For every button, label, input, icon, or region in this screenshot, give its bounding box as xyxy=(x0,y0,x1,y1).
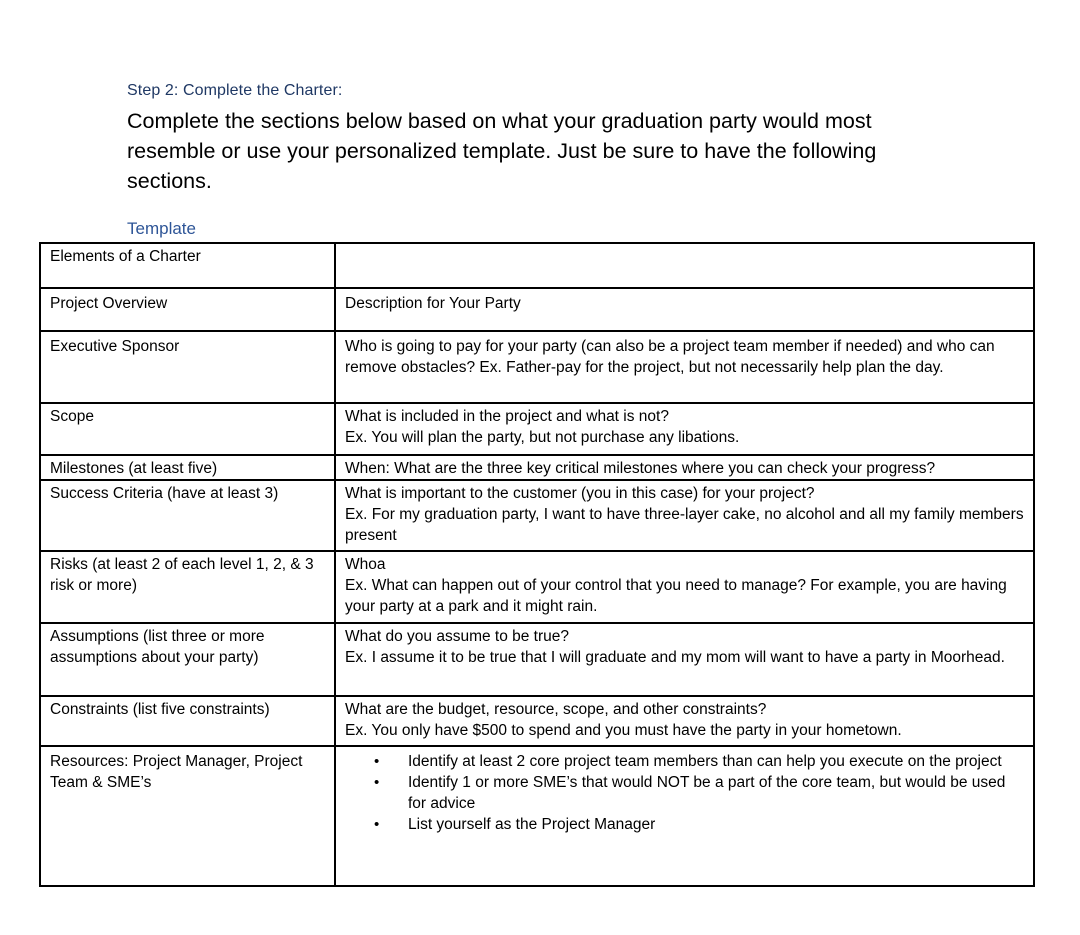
bullet-item: • List yourself as the Project Manager xyxy=(408,814,1024,835)
charter-table xyxy=(39,242,1035,887)
row-example: Ex. What can happen out of your control that you need to manage? For example, you are having your party at a park and it might rain. xyxy=(345,577,1007,615)
row-label: Risks (at least 2 of each level 1, 2, & 3 risk or more) xyxy=(40,551,335,623)
row-example: Ex. For my graduation party, I want to have three-layer cake, no alcohol and all my family members present xyxy=(345,506,1024,544)
header-cell-empty xyxy=(335,243,1034,288)
row-text: Who is going to pay for your party (can also be a project team member if needed) and who can remove obstacles? Ex. Father-pay for the project, but not necessarily help plan the day. xyxy=(345,338,995,376)
row-text: Whoa xyxy=(345,556,386,573)
intro-paragraph: Complete the sections below based on what your graduation party would most resemble or use your personalized template. Just be sure to have the following sections. xyxy=(127,109,877,193)
table-row xyxy=(40,288,1034,331)
row-text: What are the budget, resource, scope, and other constraints? xyxy=(345,701,767,718)
table-row xyxy=(40,455,1034,480)
step-heading: Step 2: Complete the Charter: xyxy=(127,82,343,99)
row-example: Ex. You only have $500 to spend and you must have the party in your hometown. xyxy=(345,722,902,739)
header-cell-elements: Elements of a Charter xyxy=(40,243,335,288)
row-description xyxy=(335,696,1034,746)
row-label: Executive Sponsor xyxy=(40,331,335,403)
row-text: What is included in the project and what is not? xyxy=(345,408,669,425)
table-row-resources xyxy=(40,746,1034,886)
row-label: Resources: Project Manager, Project Team & SME’s xyxy=(40,746,335,886)
row-description xyxy=(335,623,1034,696)
row-label: Project Overview xyxy=(40,288,335,331)
row-label: Constraints (list five constraints) xyxy=(40,696,335,746)
table-row xyxy=(40,551,1034,623)
row-label: Success Criteria (have at least 3) xyxy=(40,480,335,551)
row-label: Assumptions (list three or more assumptions about your party) xyxy=(40,623,335,696)
row-text: What do you assume to be true? xyxy=(345,628,570,645)
table-row xyxy=(40,331,1034,403)
row-label: Scope xyxy=(40,403,335,455)
table-header-row xyxy=(40,243,1034,288)
row-example: Ex. You will plan the party, but not purchase any libations. xyxy=(345,429,740,446)
row-text: When: What are the three key critical milestones where you can check your progress? xyxy=(345,460,936,477)
table-row xyxy=(40,403,1034,455)
bullet-item: • Identify at least 2 core project team members than can help you execute on the project xyxy=(408,751,1024,772)
row-description xyxy=(335,403,1034,455)
table-row xyxy=(40,480,1034,551)
table-row xyxy=(40,696,1034,746)
row-description xyxy=(335,480,1034,551)
row-text: What is important to the customer (you in this case) for your project? xyxy=(345,485,815,502)
row-description xyxy=(335,288,1034,331)
resources-description xyxy=(335,746,1034,886)
template-subheading: Template xyxy=(127,219,196,238)
row-description xyxy=(335,551,1034,623)
resources-bullet-list xyxy=(345,751,1024,835)
row-example: Ex. I assume it to be true that I will graduate and my mom will want to have a party in Moorhead. xyxy=(345,649,1005,666)
table-row xyxy=(40,623,1034,696)
row-description xyxy=(335,331,1034,403)
row-text: Description for Your Party xyxy=(345,295,521,312)
row-label: Milestones (at least five) xyxy=(40,455,335,480)
row-description xyxy=(335,455,1034,480)
bullet-item: • Identify 1 or more SME’s that would NOT be a part of the core team, but would be used for advice xyxy=(408,772,1024,814)
